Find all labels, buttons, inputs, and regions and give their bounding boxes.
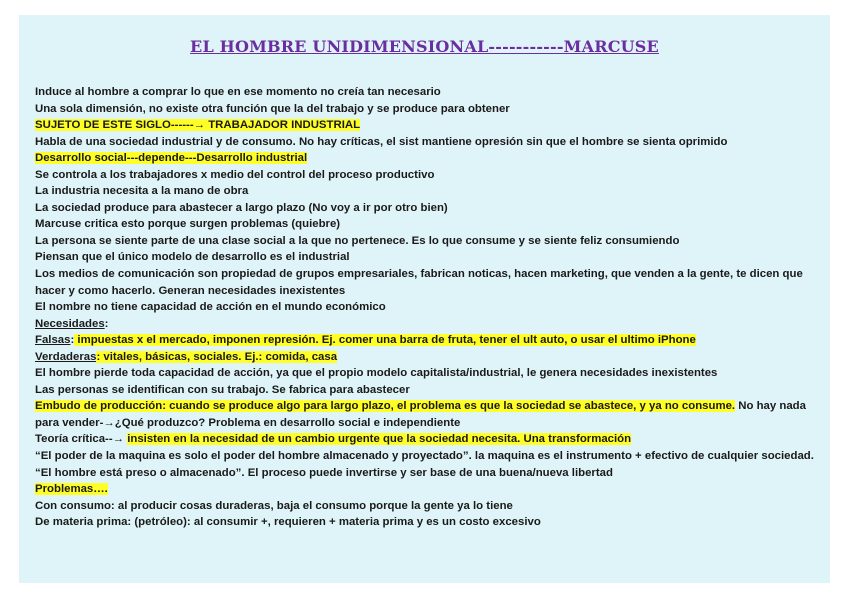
heading-colon: : [104,317,109,330]
label-falsas: Falsas [35,334,71,347]
text-paragraph: Los medios de comunicación son propiedad de grupos empresariales, fabrican noticas, hacen marketing, que venden a la gente, te dicen que hacer y como hacerlo. Generan necesidades inexistentes [35,268,803,297]
text-line [35,431,817,448]
text-line: De materia prima: (petróleo): al consumir +, requieren + materia prima y es un costo excesivo [35,516,541,529]
text-line: Las personas se identifican con su trabajo. Se fabrica para abastecer [35,383,410,396]
text-line [35,481,817,498]
document-page [19,15,830,583]
text-line [35,117,817,134]
text-line: Se controla a los trabajadores x medio del control del proceso productivo [35,168,435,181]
highlighted-text: : vitales, básicas, sociales. Ej.: comida, casa [96,350,338,363]
text-line: La industria necesita a la mano de obra [35,185,249,198]
highlighted-text: Problemas…. [35,483,108,496]
document-title: EL HOMBRE UNIDIMENSIONAL-----------MARCUSE [190,37,659,56]
highlighted-text: impuestas x el mercado, imponen represión. Ej. comer una barra de fruta, tener el ult auto, o usar el ultimo iPhone [74,334,696,347]
text-line: El nombre no tiene capacidad de acción en el mundo económico [35,301,386,314]
highlighted-text: Embudo de producción: cuando se produce algo para largo plazo, el problema es que la sociedad se abastece, y ya no consume. [35,400,736,413]
text-line: La sociedad produce para abastecer a largo plazo (No voy a ir por otro bien) [35,201,448,214]
section-heading: Necesidades [35,317,105,330]
highlighted-text: Desarrollo social---depende---Desarrollo industrial [35,152,308,165]
text-line: Una sola dimensión, no existe otra función que la del trabajo y se produce para obtener [35,102,510,115]
highlighted-text: insisten en la necesidad de un cambio urgente que la sociedad necesita. Una transformación [127,433,632,446]
label-verdaderas: Verdaderas [35,350,97,363]
text-line [35,316,817,333]
text-line: Induce al hombre a comprar lo que en ese momento no creía tan necesario [35,86,441,98]
text-line: El hombre pierde toda capacidad de acción, ya que el propio modelo capitalista/industrial, le genera necesidades inexistentes [35,367,718,380]
text-line: Habla de una sociedad industrial y de consumo. No hay críticas, el sist mantiene opresión sin que el hombre se sienta oprimido [35,135,728,148]
document-body [35,84,817,531]
text-line [35,150,817,167]
text-line: Marcuse critica esto porque surgen problemas (quiebre) [35,218,341,231]
label-colon: : [70,334,75,347]
text-paragraph: “El poder de la maquina es solo el poder del hombre almacenado y proyectado”. la maquina es el instrumento + efectivo de cualquier sociedad. “El hombre está preso o almacenado”. El proceso puede invertirse y ser base de una buena/nueva libertad [35,450,814,479]
text-span: No hay nada para vender-→¿Qué produzco? Problema en desarrollo social e independiente [35,400,806,429]
text-line: Con consumo: al producir cosas duraderas, baja el consumo porque la gente ya lo tiene [35,499,513,512]
text-line: La persona se siente parte de una clase social a la que no pertenece. Es lo que consume y se siente feliz consumiendo [35,234,680,247]
text-line [35,332,817,349]
highlighted-text: SUJETO DE ESTE SIGLO------→ TRABAJADOR INDUSTRIAL [35,119,361,132]
text-paragraph [35,398,817,431]
text-line: Piensan que el único modelo de desarrollo es el industrial [35,251,350,264]
text-line [35,349,817,366]
text-span: Teoría crítica--→ [35,433,128,446]
